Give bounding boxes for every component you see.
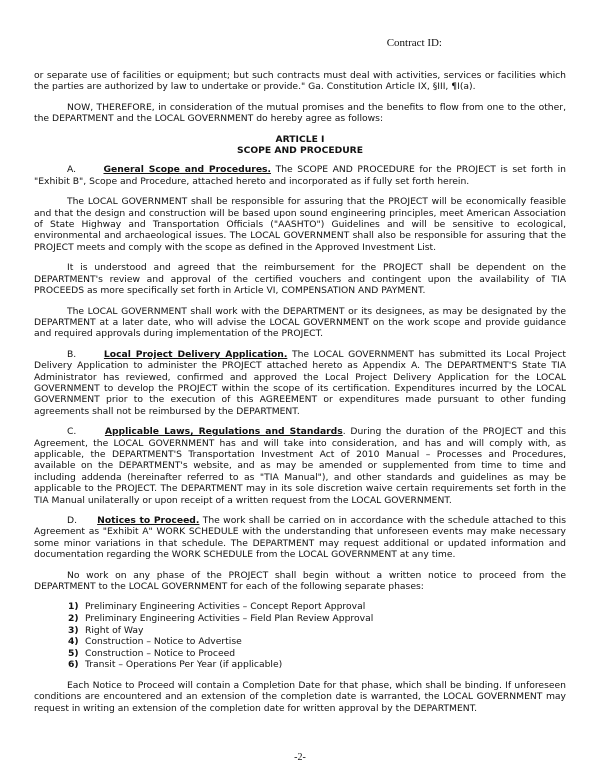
intro-continuation: or separate use of facilities or equipment; but such contracts must deal with activities, services or facilities which the parties are authorized by law to undertake or provide." Ga. Constitution Article IX, §III, ¶I(a). xyxy=(34,70,566,93)
section-b-letter: B. xyxy=(67,348,77,360)
phase-number: 4) xyxy=(68,636,79,648)
phase-number: 6) xyxy=(68,659,79,671)
section-a-paragraph-3: It is understood and agreed that the reimbursement for the PROJECT shall be dependent on the DEPARTMENT's review and approval of the certified vouchers and contingent upon the availability of TIA PROCEEDS as more specifically set forth in Article VI, COMPENSATION AND PAYMENT. xyxy=(34,262,566,297)
document-body xyxy=(34,70,566,723)
phase-number: 3) xyxy=(68,624,79,636)
section-a-paragraph-4: The LOCAL GOVERNMENT shall work with the DEPARTMENT or its designees, as may be designated by the DEPARTMENT at a later date, who will advise the LOCAL GOVERNMENT on the work scope and provide guidance and required approvals during implementation of the PROJECT. xyxy=(34,305,566,340)
list-item xyxy=(68,625,566,637)
list-item xyxy=(68,636,566,648)
section-b-text: The LOCAL GOVERNMENT has submitted its Local Project Delivery Application to administer the PROJECT attached hereto as Appendix A. The DEPARTMENT'S State TIA Administrator has reviewed, confirmed and approved the Local Project Delivery Application for the LOCAL GOVERNMENT to develop the PROJECT within the scope of its certification. Expenditures incurred by the LOCAL GOVERNMENT prior to the execution of this AGREEMENT or expenditures made pursuant to other funding agreements shall not be reimbursed by the DEPARTMENT. xyxy=(34,348,566,417)
article-number: ARTICLE I xyxy=(275,133,325,145)
section-a-text: The SCOPE AND PROCEDURE for the PROJECT is set forth in "Exhibit B", Scope and Procedure, attached hereto and incorporated as if fully set forth herein. xyxy=(34,164,566,187)
phase-label: Construction – Notice to Proceed xyxy=(85,647,236,659)
section-c-text: . During the duration of the PROJECT and this Agreement, the LOCAL GOVERNMENT has and will take into consideration, and has and will comply with, as applicable, the DEPARTMENT'S Transportation Investment Act of 2010 Manual – Processes and Procedures, available on the DEPARTMENT's website, and as may be amended or supplemented from time to time and including addenda (hereinafter referred to as "TIA Manual"), and other standards and guidelines as may be applicable to the PROJECT. The DEPARTMENT may in its sole discretion waive certain requirements set forth in the TIA Manual unilaterally or upon receipt of a written request from the LOCAL GOVERNMENT. xyxy=(34,426,566,506)
phase-number: 2) xyxy=(68,613,79,625)
section-c-paragraph xyxy=(34,426,566,506)
list-item xyxy=(68,659,566,671)
phase-label: Preliminary Engineering Activities – Field Plan Review Approval xyxy=(85,613,374,625)
section-d-paragraph xyxy=(34,515,566,561)
section-a-paragraph-2: The LOCAL GOVERNMENT shall be responsible for assuring that the PROJECT will be economically feasible and that the design and construction will be based upon sound engineering principles, meet American Association of State Highway and Transportation Officials ("AASHTO") Guidelines and will be sensitive to ecological, environmental and archaeological issues. The LOCAL GOVERNMENT shall also be responsible for assuring that the PROJECT meets and comply with the scope as defined in the Approved Investment List. xyxy=(34,196,566,253)
section-a-title: General Scope and Procedures. xyxy=(103,164,272,176)
section-c-title: Applicable Laws, Regulations and Standards xyxy=(104,426,343,438)
phase-number: 1) xyxy=(68,601,79,613)
phase-list xyxy=(34,601,566,671)
article-title: SCOPE AND PROCEDURE xyxy=(236,145,364,157)
article-heading xyxy=(34,134,566,157)
section-c-letter: C. xyxy=(67,426,77,438)
phase-label: Construction – Notice to Advertise xyxy=(85,636,242,648)
section-a-paragraph xyxy=(34,164,566,187)
section-b-title: Local Project Delivery Application. xyxy=(103,348,288,360)
section-b-paragraph xyxy=(34,349,566,417)
section-d-title: Notices to Proceed. xyxy=(97,515,200,526)
section-d-text: The work shall be carried on in accordance with the schedule attached to this Agreement as "Exhibit A" WORK SCHEDULE with the understanding that unforeseen events may make necessary some minor variations in that schedule. The DEPARTMENT may request additional or updated information and documentation regarding the WORK SCHEDULE from the LOCAL GOVERNMENT at any time. xyxy=(34,515,566,561)
phase-label: Right of Way xyxy=(85,624,144,636)
phase-number: 5) xyxy=(68,647,79,659)
contract-id-label: Contract ID: xyxy=(386,37,442,49)
section-d-paragraph-2: No work on any phase of the PROJECT shall begin without a written notice to proceed from the DEPARTMENT to the LOCAL GOVERNMENT for each of the following separate phases: xyxy=(34,569,566,593)
section-d-paragraph-3: Each Notice to Proceed will contain a Completion Date for that phase, which shall be binding. If unforeseen conditions are encountered and an extension of the completion date is warranted, the LOCAL GOVERNMENT may request in writing an extension of the completion date for written approval by the DEPARTMENT. xyxy=(34,680,566,714)
list-item xyxy=(68,648,566,660)
page-number: -2- xyxy=(294,752,306,763)
list-item xyxy=(68,601,566,613)
phase-label: Preliminary Engineering Activities – Concept Report Approval xyxy=(85,601,366,613)
now-therefore-paragraph: NOW, THEREFORE, in consideration of the mutual promises and the benefits to flow from one to the other, the DEPARTMENT and the LOCAL GOVERNMENT do hereby agree as follows: xyxy=(34,101,566,125)
list-item xyxy=(68,613,566,625)
phase-label: Transit – Operations Per Year (if applicable) xyxy=(85,659,283,671)
section-a-letter: A. xyxy=(67,164,77,176)
section-d-letter: D. xyxy=(67,515,77,526)
